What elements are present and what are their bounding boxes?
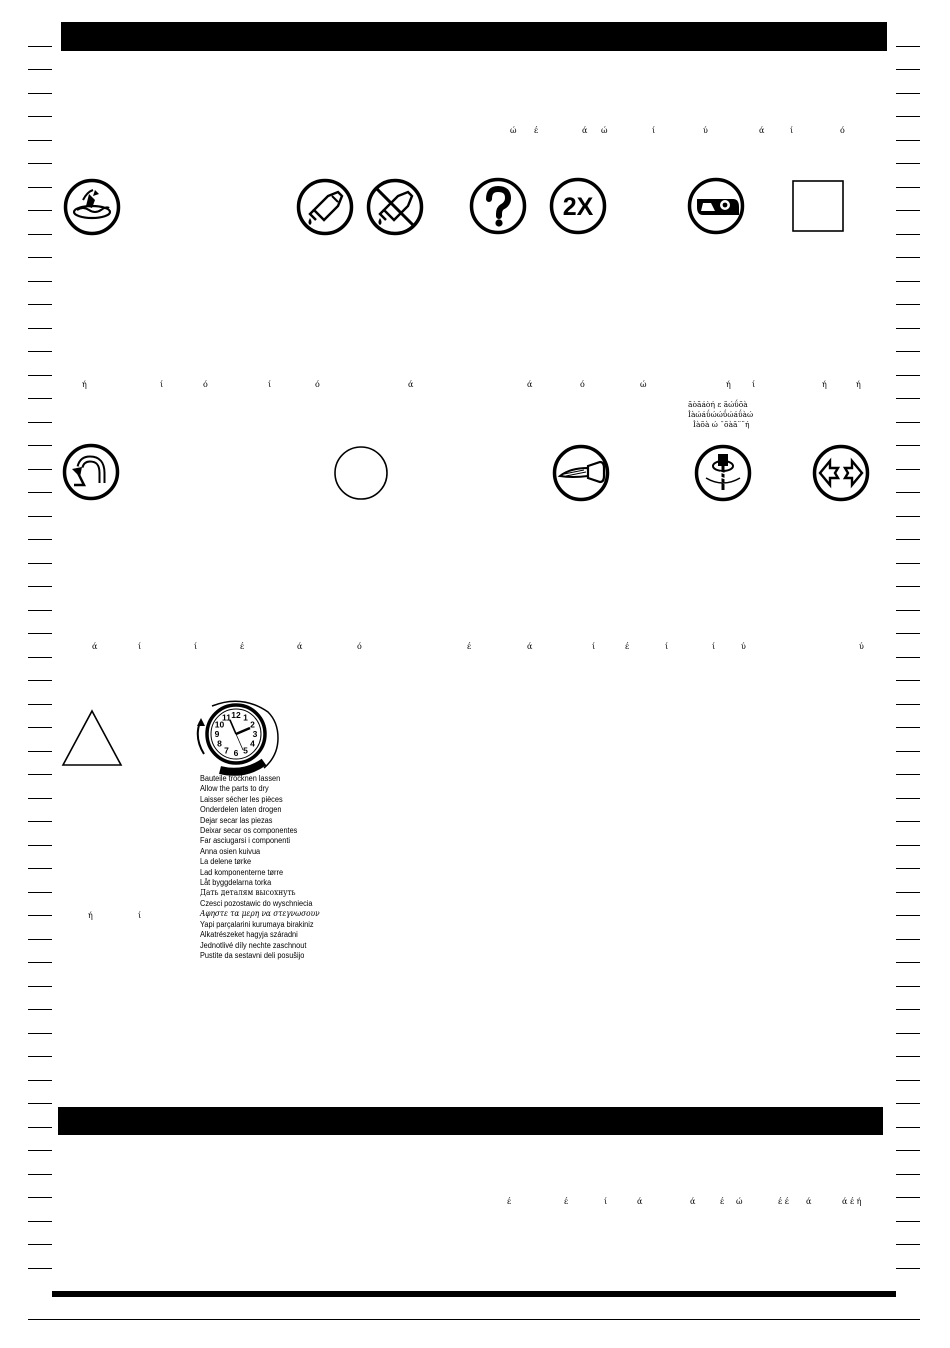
glyph: ό: [580, 380, 585, 389]
svg-text:2X: 2X: [562, 193, 594, 221]
instruction-line: Anna osien kuivua: [200, 846, 261, 856]
instruction-line: Pustite da sestavni deli posušijo: [200, 950, 305, 960]
glyph: ή: [822, 380, 827, 389]
glyph: ά: [690, 1197, 696, 1206]
hobby-knife-icon: [552, 444, 610, 502]
instruction-line: Дать деталям высохнуть: [200, 888, 296, 898]
bend-arrow-icon: [62, 443, 120, 501]
glyph: ί: [160, 380, 164, 389]
clock-numeral: 9: [214, 729, 220, 739]
instruction-line: Jednotlivé díly nechte zaschnout: [200, 940, 307, 950]
instruction-line: Bauteile trocknen lassen: [200, 774, 281, 783]
glyph: ή: [82, 380, 87, 389]
clock-numeral: 12: [231, 710, 241, 720]
glyph: έ: [625, 642, 630, 651]
glyph: ό: [203, 380, 208, 389]
glyph: έ: [507, 1197, 512, 1206]
instruction-line: Αφηστε τα μερη να στεγνωσουν: [200, 909, 320, 919]
instruction-line: Deixar secar os componentes: [200, 826, 298, 836]
instruction-line: Låt byggdelarna torka: [200, 878, 272, 888]
glyph: έ: [720, 1197, 725, 1206]
glyph: ί: [604, 1197, 608, 1206]
question-icon: [469, 177, 527, 235]
instruction-line: Onderdelen laten drogen: [200, 805, 282, 815]
instruction-line: Laisser sécher les pièces: [200, 794, 283, 804]
clock-numeral: 5: [243, 745, 248, 756]
clock-numeral: 1: [243, 712, 248, 723]
instruction-line: Alkatrészeket hagyja száradni: [200, 930, 298, 940]
lower-header-bar: [58, 1107, 883, 1135]
drill-hole-icon: [694, 444, 752, 502]
instruction-line: Yapi parçalarini kurumaya birakiniz: [200, 919, 314, 929]
glyph: ώ: [601, 126, 608, 135]
glyph: ί: [138, 911, 142, 920]
glyph: ά: [527, 380, 533, 389]
caption-line: ãòãáòή ε ãώΰõà: [688, 400, 748, 409]
glyph: ί: [752, 380, 756, 389]
instruction-line: Allow the parts to dry: [200, 784, 269, 794]
glyph: ά: [582, 126, 588, 135]
drill-caption-block: [688, 400, 753, 430]
instruction-line: Lad komponenterne tørre: [200, 867, 284, 877]
footer-rule: [52, 1291, 896, 1297]
clock-numeral: 8: [217, 738, 222, 749]
glue-tube-icon: [296, 178, 354, 236]
clock-numeral: 6: [233, 748, 239, 758]
clock-numeral: 3: [252, 729, 258, 739]
adhesive-tape-icon: [687, 177, 745, 235]
glyph: ί: [665, 642, 669, 651]
glyph: ί: [268, 380, 272, 389]
glyph: ά: [408, 380, 414, 389]
clock-numeral: 4: [250, 738, 255, 749]
instruction-line: Far asciugarsi i componenti: [200, 836, 291, 846]
blank-circle: [333, 445, 389, 501]
repeat-twice-icon: [549, 177, 607, 235]
glyph: ά: [806, 1197, 812, 1206]
warning-triangle: [61, 709, 123, 767]
glyph: έ: [534, 126, 539, 135]
clock-numeral: 10: [214, 719, 225, 730]
caption-line: Ìàώáΰώώΰώáΰàώ: [688, 410, 754, 419]
glyph: ύ: [859, 642, 864, 651]
clock-numeral: 11: [222, 712, 231, 723]
glyph: ή: [856, 380, 861, 389]
glyph: ό: [840, 126, 845, 135]
glyph: ύ: [703, 126, 708, 135]
glyph: έ: [240, 642, 245, 651]
glyph: ά: [637, 1197, 643, 1206]
glyph: έ: [564, 1197, 569, 1206]
glyph: ί: [652, 126, 656, 135]
glyph: ά: [297, 642, 303, 651]
instruction-line: La delene tørke: [200, 857, 252, 867]
glyph: έ: [467, 642, 472, 651]
no-glue-icon: [366, 178, 424, 236]
glyph: ύ: [741, 642, 746, 651]
caption-line: Ìàõà ώ ¯õàã¨¨ή: [693, 420, 750, 429]
top-header-bar: [61, 22, 887, 51]
glyph: ί: [790, 126, 794, 135]
glyph: ά έ ή: [842, 1197, 862, 1206]
dry-instructions-list: [200, 774, 320, 961]
instruction-line: Czesci pozostawic do wyschniecia: [200, 898, 313, 908]
glyph: ώ: [640, 380, 647, 389]
glyph: ό: [315, 380, 320, 389]
glyph: ά: [759, 126, 765, 135]
glyph: ά: [92, 642, 98, 651]
glyph: ί: [592, 642, 596, 651]
glyph: ί: [194, 642, 198, 651]
glyph: ό: [357, 642, 362, 651]
glyph: ί: [138, 642, 142, 651]
glyph: έ έ: [778, 1197, 789, 1206]
blank-square-box: [792, 180, 844, 232]
glyph: ή: [88, 911, 93, 920]
cut-part-icon: [812, 444, 870, 502]
clock-numeral: 7: [224, 745, 229, 756]
glyph: ί: [712, 642, 716, 651]
glyph: ά: [527, 642, 533, 651]
glyph: ή: [726, 380, 731, 389]
instruction-line: Dejar secar las piezas: [200, 815, 273, 825]
page-bottom-line: [28, 1319, 920, 1320]
clock-icon: [194, 700, 280, 776]
glyph: ώ: [510, 126, 517, 135]
clock-numeral: 2: [250, 719, 255, 730]
soak-in-water-icon: [63, 178, 121, 236]
glyph: ώ: [736, 1197, 743, 1206]
